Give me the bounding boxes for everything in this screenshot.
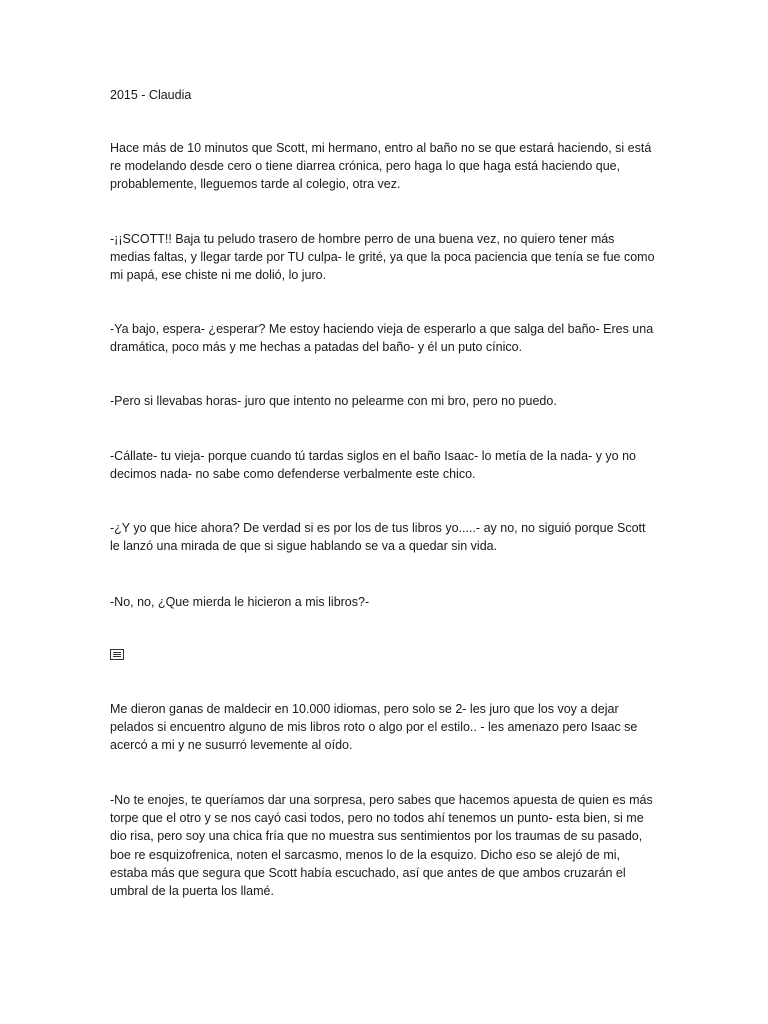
- paragraph-3: -Ya bajo, espera- ¿esperar? Me estoy haciendo vieja de esperarlo a que salga del baño- Eres una dramática, poco más y me hechas a patadas del baño- y él un puto cínico.: [110, 322, 654, 355]
- document-title: 2015 - Claudia: [110, 88, 192, 102]
- paragraph-7: -No, no, ¿Que mierda le hicieron a mis libros?-: [110, 595, 370, 609]
- paragraph-8: Me dieron ganas de maldecir en 10.000 idiomas, pero solo se 2- les juro que los voy a dejar pelados si encuentro alguno de mis libros roto o algo por el estilo.. - les amenazo pero Isaac se acercó a mi y ne susurró levemente al oído.: [110, 702, 638, 753]
- paragraph-2: -¡¡SCOTT!! Baja tu peludo trasero de hombre perro de una buena vez, no quiero tener más medias faltas, y llegar tarde por TU culpa- le grité, ya que la poca paciencia que tenía se fue como mi papá, ese chiste ni me dolió, lo juro.: [110, 232, 655, 283]
- paragraph-4: -Pero si llevabas horas- juro que intento no pelearme con mi bro, pero no puedo.: [110, 394, 557, 408]
- unknown-glyph-icon: [110, 649, 124, 660]
- paragraph-1: Hace más de 10 minutos que Scott, mi hermano, entro al baño no se que estará haciendo, si está re modelando desde cero o tiene diarrea crónica, pero haga lo que haga está haciendo que, probablemente, lleguemos tarde al colegio, otra vez.: [110, 141, 652, 192]
- paragraph-6: -¿Y yo que hice ahora? De verdad si es por los de tus libros yo.....- ay no, no siguió porque Scott le lanzó una mirada de que si sigue hablando se va a quedar sin vida.: [110, 521, 646, 554]
- paragraph-9: -No te enojes, te queríamos dar una sorpresa, pero sabes que hacemos apuesta de quien es más torpe que el otro y se nos cayó casi todos, pero no todos ahí tenemos un punto- esta bien, si me dio risa, pero soy una chica fría que no muestra sus sentimientos por los traumas de su pasado, boe re esquizofrenica, noten el sarcasmo, menos lo de la esquizo. Dicho eso se alejó de mi, estaba más que segura que Scott había escuchado, así que antes de que ambos cruzarán el umbral de la puerta los llamé.: [110, 793, 653, 899]
- paragraph-5: -Cállate- tu vieja- porque cuando tú tardas siglos en el baño Isaac- lo metía de la nada- y yo no decimos nada- no sabe como defenderse verbalmente este chico.: [110, 449, 637, 482]
